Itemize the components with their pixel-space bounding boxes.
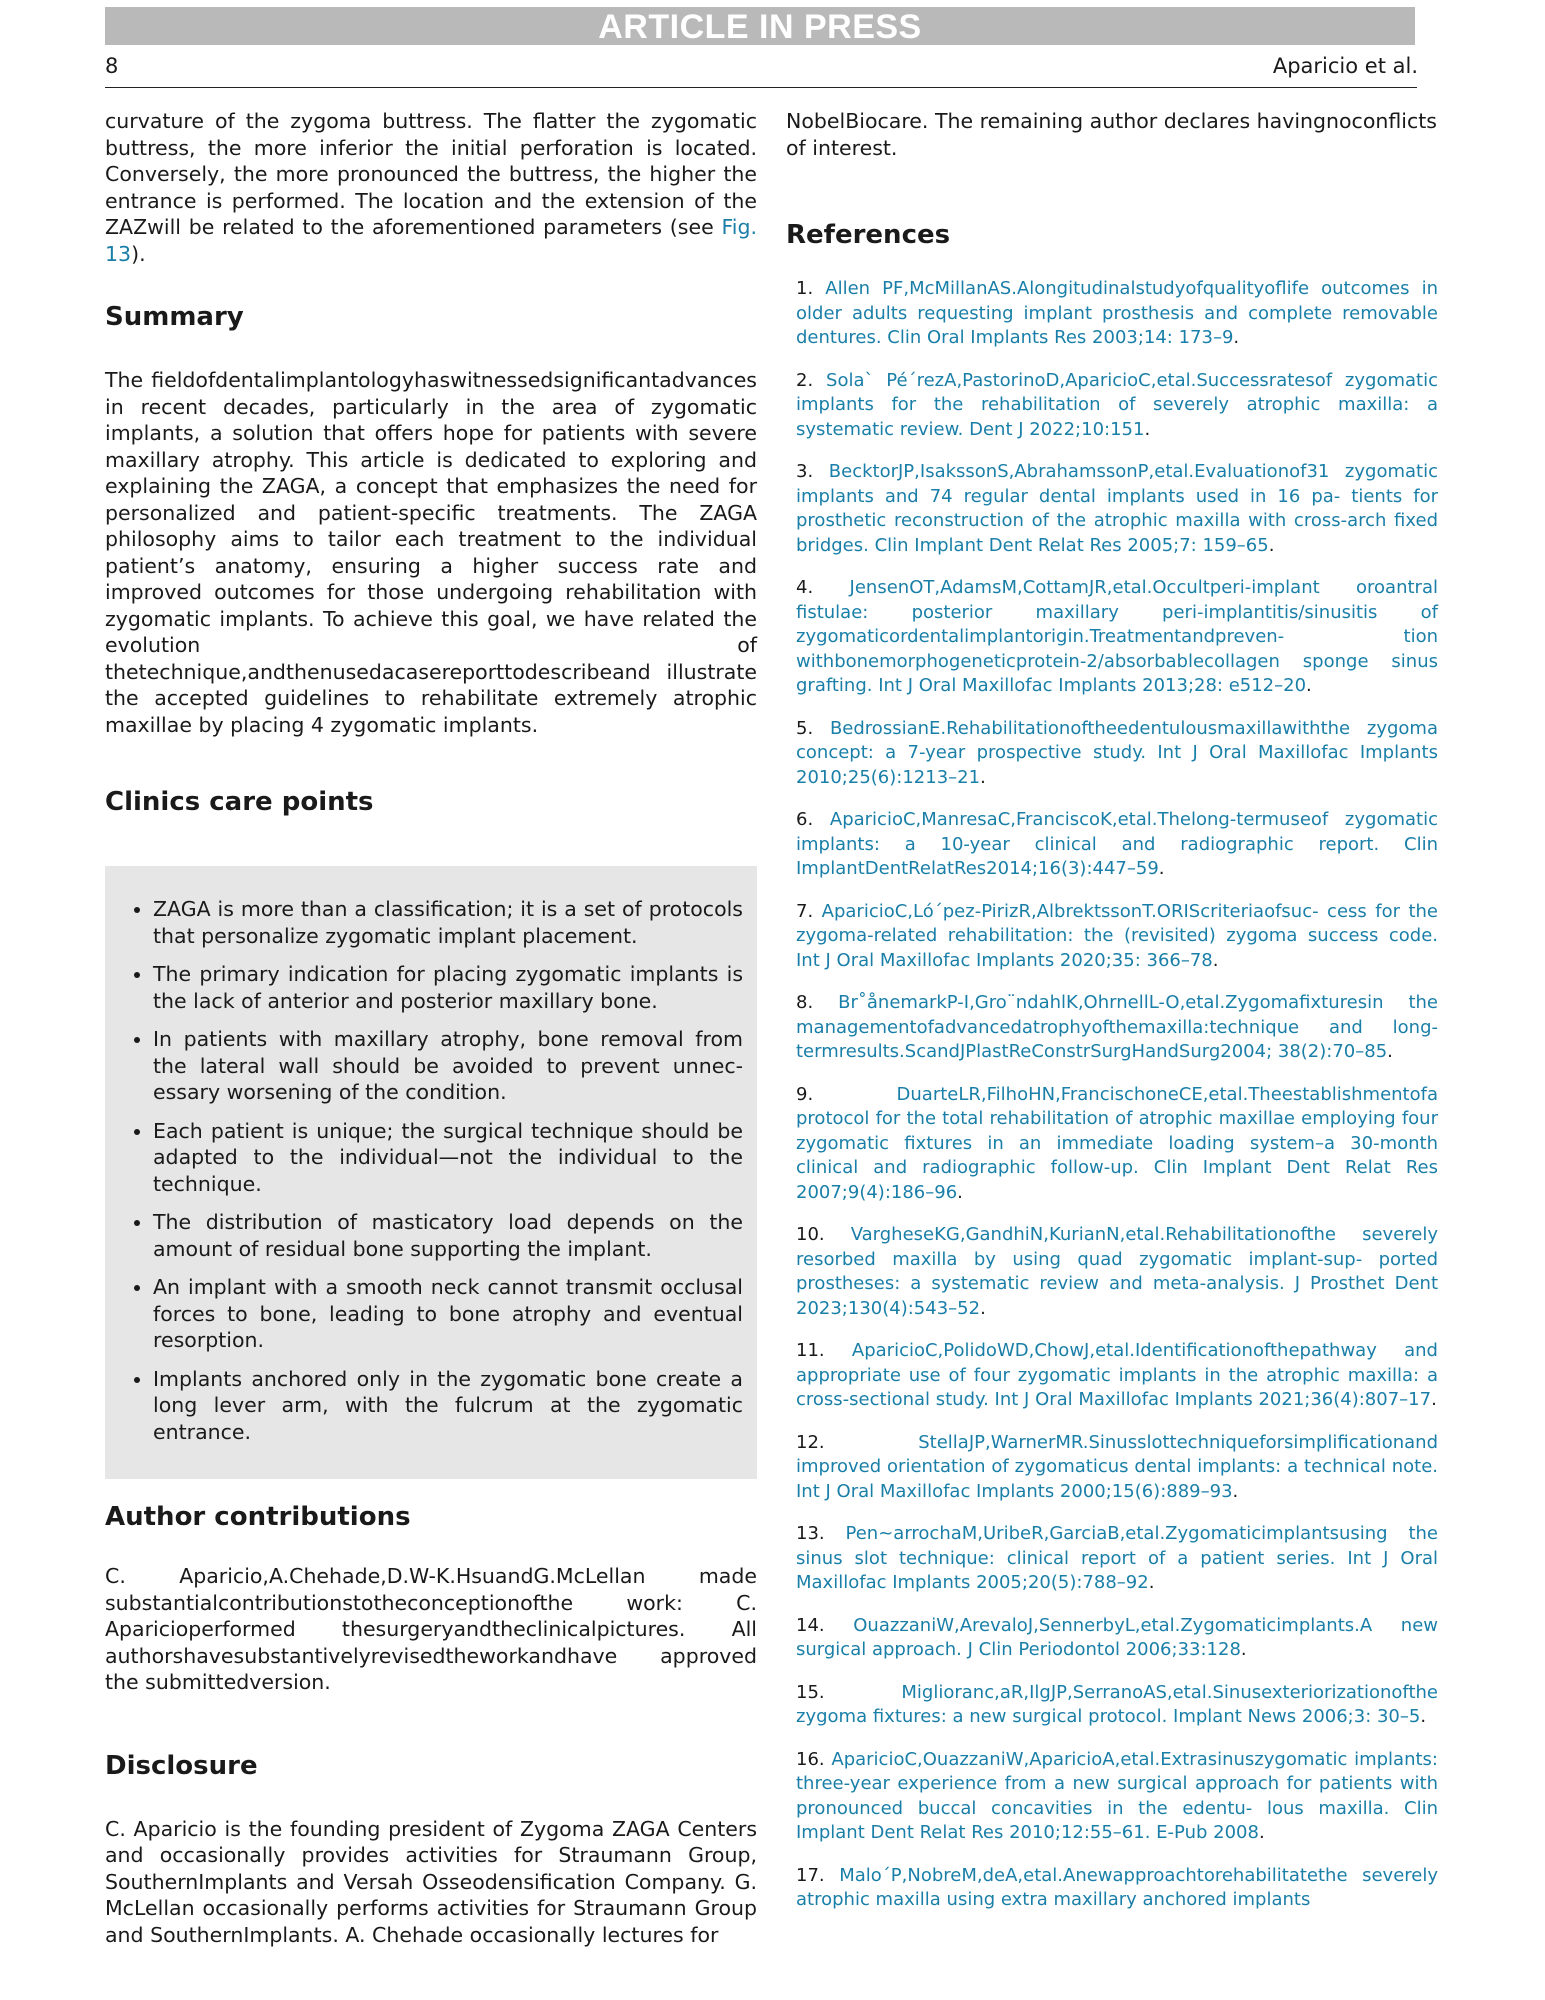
reference-link[interactable]: Malo´P,NobreM,deA,etal.Anewapproachtorehabilitatethe severely atrophic maxilla using extra maxillary anchored implants bbox=[796, 1864, 1438, 1910]
article-in-press-banner: ARTICLE IN PRESS bbox=[105, 7, 1415, 45]
care-point: • An implant with a smooth neck cannot transmit occlusal forces to bone, leading to bone atrophy and eventual resorption. bbox=[153, 1274, 743, 1354]
care-points-box bbox=[105, 866, 757, 1479]
reference-link[interactable]: Sola` Pé´rezA,PastorinoD,AparicioC,etal.Successratesof zygomatic implants for the rehabilitation of severely atrophic maxilla: a systematic review. Dent J 2022;10:151 bbox=[796, 369, 1438, 440]
reference-item: 1. Allen PF,McMillanAS.Alongitudinalstudyofqualityoflife outcomes in older adults requesting implant prosthesis and complete removable dentures. Clin Oral Implants Res 2003;14: 173–9. bbox=[796, 278, 1438, 348]
reference-item: 4. JensenOT,AdamsM,CottamJR,etal.Occultperi-implant oroantral fistulae: posterior maxillary peri-implantitis/sinusitis of zygomaticordentalimplantorigin.Treatmentandpreven- tion withbonemorphogeneticprotein-2/absorbablecollagen sponge sinus grafting. Int J Oral Maxillofac Implants 2013;28: e512–20. bbox=[796, 577, 1438, 696]
fig-13-link[interactable]: Fig. 13 bbox=[105, 215, 757, 266]
care-point: • ZAGA is more than a classification; it is a set of protocols that personalize zygomatic implant placement. bbox=[153, 896, 743, 949]
care-point: • In patients with maxillary atrophy, bone removal from the lateral wall should be avoided to prevent unnec- essary worsening of the condition. bbox=[153, 1026, 743, 1106]
reference-link[interactable]: AparicioC,Ló´pez-PirizR,AlbrektssonT.ORIScriteriaofsuc- cess for the zygoma-related rehabilitation: the (revisited) zygoma success code. Int J Oral Maxillofac Implants 2020;35: 366–78 bbox=[796, 900, 1438, 971]
intro-tail: ). bbox=[131, 241, 146, 266]
reference-item: 16. AparicioC,OuazzaniW,AparicioA,etal.Extrasinuszygomatic implants: three-year experience from a new surgical approach for patients with pronounced buccal concavities in the edentu- lous maxilla. Clin Implant Dent Relat Res 2010;12:55–61. E-Pub 2008. bbox=[796, 1748, 1438, 1843]
author-contributions-paragraph: C. Aparicio,A.Chehade,D.W-K.HsuandG.McLellan made substantialcontributionstotheconceptionofthe work: C. Aparicioperformed thesurgeryandtheclinicalpictures. All authorshavesubstantivelyrevisedtheworkandhave approved the submittedversion. bbox=[105, 1564, 757, 1694]
reference-link[interactable]: Br˚ånemarkP-I,Gro¨ndahlK,OhrnellL-O,etal.Zygomafixturesin the managementofadvancedatrophyofthemaxilla:technique and long- termresults.ScandJPlastReConstrSurgHandSurg2004; 38(2):70–85 bbox=[796, 992, 1438, 1062]
right-column bbox=[786, 108, 1438, 1931]
intro-text: curvature of the zygoma buttress. The flatter the zygomatic buttress, the more inferior the initial perforation is located. Conversely, the more pronounced the buttress, the higher the entrance is performed. The location and the extension of the ZAZwill be related to the aforementioned parameters (see bbox=[105, 109, 757, 239]
reference-link[interactable]: VargheseKG,GandhiN,KurianN,etal.Rehabilitationofthe severely resorbed maxilla by using quad zygomatic implant-sup- ported prostheses: a systematic review and meta-analysis. J Prosthet Dent 2023;130(4):543–52 bbox=[796, 1224, 1438, 1319]
page-number: 8 bbox=[105, 54, 119, 78]
reference-link[interactable]: BecktorJP,IsakssonS,AbrahamssonP,etal.Evaluationof31 zygomatic implants and 74 regular dental implants used in 16 pa- tients for prosthetic reconstruction of the atrophic maxilla with cross-arch fixed bridges. Clin Implant Dent Relat Res 2005;7: 159–65 bbox=[796, 461, 1438, 556]
disclosure-paragraph: C. Aparicio is the founding president of Zygoma ZAGA Centers and occasionally provides activities for Straumann Group, SouthernImplants and Versah Osseodensification Company. G. McLellan occasionally performs activities for Straumann Group and SouthernImplants. A. Chehade occasionally lectures for bbox=[105, 1816, 757, 1947]
care-point: • Each patient is unique; the surgical technique should be adapted to the individual—not the individual to the technique. bbox=[153, 1118, 743, 1198]
reference-link[interactable]: AparicioC,ManresaC,FranciscoK,etal.Thelong-termuseof zygomatic implants: a 10-year clinical and radiographic report. Clin ImplantDentRelatRes2014;16(3):447–59 bbox=[796, 809, 1438, 879]
reference-item: 2. Sola` Pé´rezA,PastorinoD,AparicioC,etal.Successratesof zygomatic implants for the rehabilitation of severely atrophic maxilla: a systematic review. Dent J 2022;10:151. bbox=[796, 369, 1438, 440]
reference-link[interactable]: OuazzaniW,ArevaloJ,SennerbyL,etal.Zygomaticimplants.A new surgical approach. J Clin Periodontol 2006;33:128 bbox=[796, 1614, 1438, 1660]
author-contributions-heading: Author contributions bbox=[105, 1502, 411, 1532]
disclosure-heading: Disclosure bbox=[105, 1750, 258, 1781]
disclosure-continued: NobelBiocare. The remaining author declares havingnoconflicts of interest. bbox=[786, 109, 1437, 160]
summary-heading: Summary bbox=[105, 302, 244, 332]
references-heading: References bbox=[786, 220, 951, 250]
reference-item: 9. DuarteLR,FilhoHN,FrancischoneCE,etal.Theestablishmentofa protocol for the total rehabilitation of atrophic maxillae employing four zygomatic fixtures in an immediate loading system–a 30-month clinical and radiographic follow-up. Clin Implant Dent Relat Res 2007;9(4):186–96. bbox=[796, 1083, 1438, 1203]
reference-item: 12. StellaJP,WarnerMR.Sinusslottechniqueforsimplificationand improved orientation of zygomaticus dental implants: a technical note. Int J Oral Maxillofac Implants 2000;15(6):889–93. bbox=[796, 1431, 1438, 1502]
reference-link[interactable]: StellaJP,WarnerMR.Sinusslottechniqueforsimplificationand improved orientation of zygomaticus dental implants: a technical note. Int J Oral Maxillofac Implants 2000;15(6):889–93 bbox=[796, 1431, 1438, 1502]
care-points-list bbox=[125, 896, 743, 1445]
reference-item: 11. AparicioC,PolidoWD,ChowJ,etal.Identificationofthepathway and appropriate use of four zygomatic implants in the atrophic maxilla: a cross-sectional study. Int J Oral Maxillofac Implants 2021;36(4):807–17. bbox=[796, 1340, 1438, 1410]
care-point: • Implants anchored only in the zygomatic bone create a long lever arm, with the fulcrum at the zygomatic entrance. bbox=[153, 1366, 743, 1446]
reference-link[interactable]: AparicioC,PolidoWD,ChowJ,etal.Identificationofthepathway and appropriate use of four zygomatic implants in the atrophic maxilla: a cross-sectional study. Int J Oral Maxillofac Implants 2021;36(4):807–17 bbox=[796, 1340, 1438, 1410]
running-head: Aparicio et al. bbox=[1272, 54, 1418, 78]
reference-link[interactable]: DuarteLR,FilhoHN,FrancischoneCE,etal.Theestablishmentofa protocol for the total rehabilitation of atrophic maxillae employing four zygomatic fixtures in an immediate loading system–a 30-month clinical and radiographic follow-up. Clin Implant Dent Relat Res 2007;9(4):186–96 bbox=[796, 1083, 1438, 1203]
care-point: • The distribution of masticatory load depends on the amount of residual bone supporting the implant. bbox=[153, 1209, 743, 1262]
care-point: • The primary indication for placing zygomatic implants is the lack of anterior and posterior maxillary bone. bbox=[153, 961, 743, 1014]
reference-link[interactable]: Allen PF,McMillanAS.Alongitudinalstudyofqualityoflife outcomes in older adults requesting implant prosthesis and complete removable dentures. Clin Oral Implants Res 2003;14: 173–9 bbox=[796, 278, 1438, 348]
reference-link[interactable]: Miglioranc,aR,IlgJP,SerranoAS,etal.Sinusexteriorizationofthe zygoma fixtures: a new surgical protocol. Implant News 2006;3: 30–5 bbox=[796, 1681, 1438, 1727]
reference-item: 15. Miglioranc,aR,IlgJP,SerranoAS,etal.Sinusexteriorizationofthe zygoma fixtures: a new surgical protocol. Implant News 2006;3: 30–5. bbox=[796, 1681, 1438, 1727]
reference-item: 10. VargheseKG,GandhiN,KurianN,etal.Rehabilitationofthe severely resorbed maxilla by using quad zygomatic implant-sup- ported prostheses: a systematic review and meta-analysis. J Prosthet Dent 2023;130(4):543–52. bbox=[796, 1224, 1438, 1319]
left-column bbox=[105, 108, 757, 1948]
reference-link[interactable]: BedrossianE.Rehabilitationoftheedentulousmaxillawiththe zygoma concept: a 7-year prospective study. Int J Oral Maxillofac Implants 2010;25(6):1213–21 bbox=[796, 717, 1438, 788]
reference-item: 6. AparicioC,ManresaC,FranciscoK,etal.Thelong-termuseof zygomatic implants: a 10-year clinical and radiographic report. Clin ImplantDentRelatRes2014;16(3):447–59. bbox=[796, 809, 1438, 879]
reference-item: 3. BecktorJP,IsakssonS,AbrahamssonP,etal.Evaluationof31 zygomatic implants and 74 regular dental implants used in 16 pa- tients for prosthetic reconstruction of the atrophic maxilla with cross-arch fixed bridges. Clin Implant Dent Relat Res 2005;7: 159–65. bbox=[796, 461, 1438, 556]
summary-paragraph: The fieldofdentalimplantologyhaswitnessedsignificantadvances in recent decades, particularly in the area of zygomatic implants, a solution that offers hope for patients with severe maxillary atrophy. This article is dedicated to exploring and explaining the ZAGA, a concept that emphasizes the need for personalized and patient-specific treatments. The ZAGA philosophy aims to tailor each treatment to the individual patient’s anatomy, ensuring a higher success rate and improved outcomes for those undergoing rehabilitation with zygomatic implants. To achieve this goal, we have related the evolution of thetechnique,andthenusedacasereporttodescribeand illustrate the accepted guidelines to rehabilitate extremely atrophic maxillae by placing 4 zygomatic implants. bbox=[105, 368, 757, 737]
reference-link[interactable]: Pen~arrochaM,UribeR,GarciaB,etal.Zygomaticimplantsusing the sinus slot technique: clinical report of a patient series. Int J Oral Maxillofac Implants 2005;20(5):788–92 bbox=[796, 1523, 1438, 1593]
reference-item: 8. Br˚ånemarkP-I,Gro¨ndahlK,OhrnellL-O,etal.Zygomafixturesin the managementofadvancedatrophyofthemaxilla:technique and long- termresults.ScandJPlastReConstrSurgHandSurg2004; 38(2):70–85. bbox=[796, 992, 1438, 1062]
header-rule bbox=[105, 87, 1417, 88]
care-points-heading: Clinics care points bbox=[105, 787, 374, 817]
reference-item: 14. OuazzaniW,ArevaloJ,SennerbyL,etal.Zygomaticimplants.A new surgical approach. J Clin Periodontol 2006;33:128. bbox=[796, 1614, 1438, 1660]
reference-item: 5. BedrossianE.Rehabilitationoftheedentulousmaxillawiththe zygoma concept: a 7-year prospective study. Int J Oral Maxillofac Implants 2010;25(6):1213–21. bbox=[796, 717, 1438, 788]
reference-item: 17. Malo´P,NobreM,deA,etal.Anewapproachtorehabilitatethe severely atrophic maxilla using extra maxillary anchored implants bbox=[796, 1864, 1438, 1910]
intro-paragraph bbox=[105, 108, 757, 267]
references-list bbox=[786, 277, 1438, 1913]
reference-link[interactable]: JensenOT,AdamsM,CottamJR,etal.Occultperi-implant oroantral fistulae: posterior maxillary peri-implantitis/sinusitis of zygomaticordentalimplantorigin.Treatmentandpreven- tion withbonemorphogeneticprotein-2/absorbablecollagen sponge sinus grafting. Int J Oral Maxillofac Implants 2013;28: e512–20 bbox=[796, 577, 1438, 696]
reference-link[interactable]: AparicioC,OuazzaniW,AparicioA,etal.Extrasinuszygomatic implants: three-year experience from a new surgical approach for patients with pronounced buccal concavities in the edentu- lous maxilla. Clin Implant Dent Relat Res 2010;12:55–61. E-Pub 2008 bbox=[796, 1748, 1438, 1843]
reference-item: 13. Pen~arrochaM,UribeR,GarciaB,etal.Zygomaticimplantsusing the sinus slot technique: clinical report of a patient series. Int J Oral Maxillofac Implants 2005;20(5):788–92. bbox=[796, 1523, 1438, 1593]
reference-item: 7. AparicioC,Ló´pez-PirizR,AlbrektssonT.ORIScriteriaofsuc- cess for the zygoma-related rehabilitation: the (revisited) zygoma success code. Int J Oral Maxillofac Implants 2020;35: 366–78. bbox=[796, 900, 1438, 971]
